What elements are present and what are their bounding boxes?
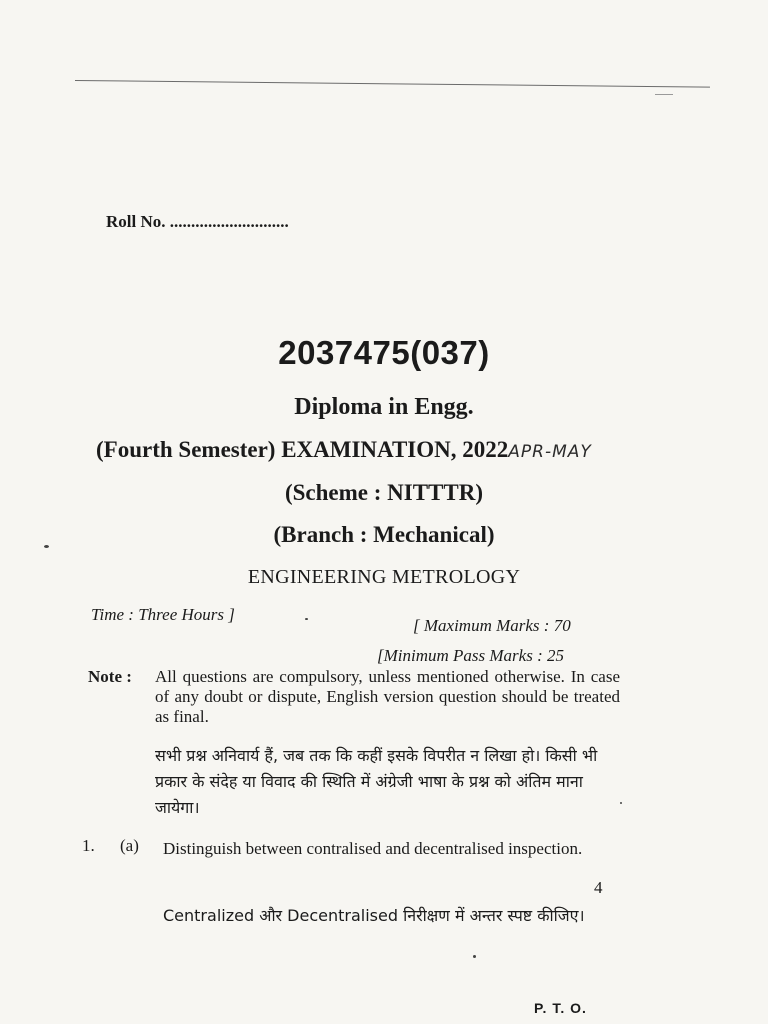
top-rule <box>75 80 710 88</box>
note-text-hindi: सभी प्रश्न अनिवार्य हैं, जब तक कि कहीं इसके विपरीत न लिखा हो। किसी भी प्रकार के संदेह या विवाद की स्थिति में अंग्रेजी भाषा के प्रश्न को अंतिम माना जायेगा। <box>155 746 598 817</box>
question-text-english: Distinguish between contralised and decentralised inspection. <box>163 839 583 858</box>
scan-speck <box>44 545 49 548</box>
scan-speck <box>620 802 622 804</box>
subject-title: ENGINEERING METROLOGY <box>247 566 521 588</box>
minimum-pass-marks: [Minimum Pass Marks : 25 <box>377 646 564 665</box>
question-part: (a) <box>120 836 139 855</box>
please-turn-over: P. T. O. <box>534 1000 587 1016</box>
exam-line <box>96 437 736 463</box>
question-text-hindi: Centralized और Decentralised निरीक्षण में अन्तर स्पष्ट कीजिए। <box>163 906 585 925</box>
roll-number-field: Roll No. ............................ <box>106 212 289 231</box>
branch-line: (Branch : Mechanical) <box>273 522 495 547</box>
scan-speck <box>473 955 476 958</box>
scan-speck <box>305 618 308 620</box>
note-text-english: All questions are compulsory, unless mentioned otherwise. In case of any doubt or dispute, English version question should be treated as final. <box>155 667 620 726</box>
maximum-marks: [ Maximum Marks : 70 <box>413 616 571 635</box>
course-title: Diploma in Engg. <box>294 394 474 420</box>
paper-code: 2037475(037) <box>278 334 490 371</box>
exam-line-text: (Fourth Semester) EXAMINATION, 2022 <box>96 437 509 462</box>
question-marks: 4 <box>594 878 603 897</box>
exam-session-handwritten: APR-MAY <box>508 442 592 462</box>
scheme-line: (Scheme : NITTTR) <box>284 480 484 505</box>
time-allowed: Time : Three Hours ] <box>91 605 235 624</box>
question-number: 1. <box>82 836 95 855</box>
note-label: Note : <box>88 667 132 686</box>
corner-mark <box>655 94 673 95</box>
